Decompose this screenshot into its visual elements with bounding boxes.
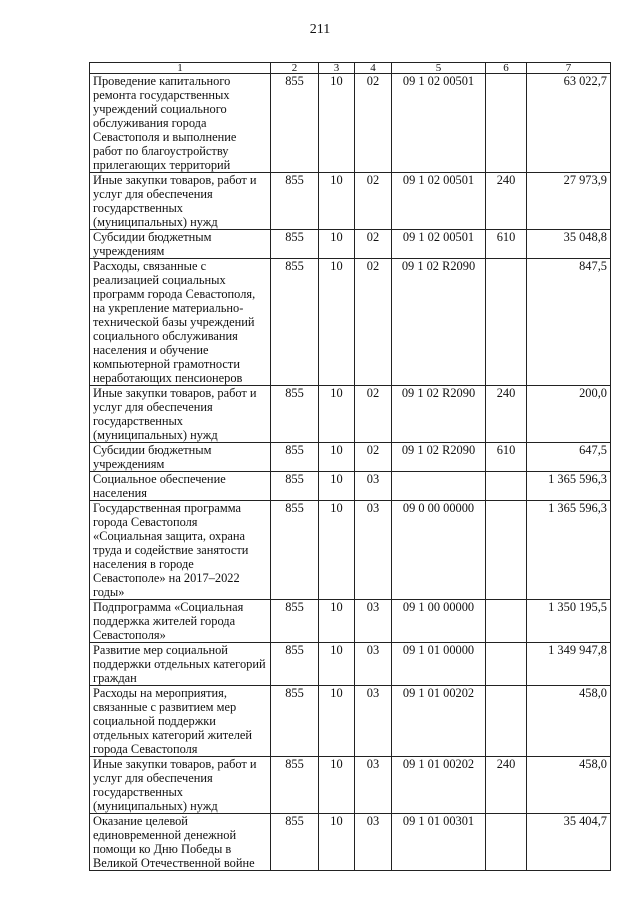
- cell-csr: 09 1 02 R2090: [392, 259, 486, 386]
- budget-table: [89, 62, 611, 871]
- cell-name: Расходы на мероприятия, связанные с развитием мер социальной поддержки отдельных категорий жителей города Севастополя: [90, 686, 271, 757]
- cell-csr: 09 1 01 00301: [392, 814, 486, 871]
- cell-pr: 03: [355, 600, 392, 643]
- cell-vr: 610: [486, 230, 527, 259]
- cell-rz: 10: [319, 443, 355, 472]
- cell-name: Проведение капитального ремонта государственных учреждений социального обслуживания города Севастополя и выполнение работ по благоустройству прилегающих территорий: [90, 74, 271, 173]
- cell-rz: 10: [319, 74, 355, 173]
- cell-name: Социальное обеспечение населения: [90, 472, 271, 501]
- header-col-1: 1: [90, 63, 271, 74]
- cell-csr: 09 1 01 00000: [392, 643, 486, 686]
- cell-sum: 458,0: [527, 757, 611, 814]
- cell-pr: 02: [355, 173, 392, 230]
- cell-sum: 27 973,9: [527, 173, 611, 230]
- cell-gr: 855: [271, 814, 319, 871]
- cell-gr: 855: [271, 643, 319, 686]
- cell-pr: 03: [355, 686, 392, 757]
- cell-pr: 03: [355, 757, 392, 814]
- cell-rz: 10: [319, 472, 355, 501]
- cell-csr: 09 1 02 R2090: [392, 386, 486, 443]
- cell-rz: 10: [319, 386, 355, 443]
- cell-vr: [486, 600, 527, 643]
- cell-pr: 02: [355, 386, 392, 443]
- table-row: [90, 259, 611, 386]
- cell-name: Иные закупки товаров, работ и услуг для обеспечения государственных (муниципальных) нужд: [90, 173, 271, 230]
- cell-vr: 240: [486, 173, 527, 230]
- cell-csr: 09 1 01 00202: [392, 686, 486, 757]
- table-row: [90, 443, 611, 472]
- table-row: [90, 643, 611, 686]
- cell-name: Субсидии бюджетным учреждениям: [90, 443, 271, 472]
- header-col-3: 3: [319, 63, 355, 74]
- cell-vr: 610: [486, 443, 527, 472]
- cell-gr: 855: [271, 472, 319, 501]
- cell-csr: 09 1 02 R2090: [392, 443, 486, 472]
- cell-vr: [486, 74, 527, 173]
- cell-rz: 10: [319, 230, 355, 259]
- cell-gr: 855: [271, 600, 319, 643]
- table-row: [90, 501, 611, 600]
- cell-pr: 03: [355, 501, 392, 600]
- cell-sum: 1 365 596,3: [527, 472, 611, 501]
- cell-gr: 855: [271, 230, 319, 259]
- cell-gr: 855: [271, 259, 319, 386]
- cell-vr: [486, 501, 527, 600]
- cell-csr: 09 1 01 00202: [392, 757, 486, 814]
- table-row: [90, 230, 611, 259]
- cell-vr: [486, 643, 527, 686]
- cell-rz: 10: [319, 757, 355, 814]
- cell-csr: 09 0 00 00000: [392, 501, 486, 600]
- cell-gr: 855: [271, 386, 319, 443]
- cell-name: Развитие мер социальной поддержки отдельных категорий граждан: [90, 643, 271, 686]
- cell-vr: 240: [486, 386, 527, 443]
- cell-sum: 647,5: [527, 443, 611, 472]
- cell-csr: 09 1 00 00000: [392, 600, 486, 643]
- cell-csr: 09 1 02 00501: [392, 74, 486, 173]
- table-row: [90, 74, 611, 173]
- cell-sum: 1 349 947,8: [527, 643, 611, 686]
- cell-name: Субсидии бюджетным учреждениям: [90, 230, 271, 259]
- header-col-7: 7: [527, 63, 611, 74]
- header-col-5: 5: [392, 63, 486, 74]
- cell-rz: 10: [319, 643, 355, 686]
- cell-csr: 09 1 02 00501: [392, 173, 486, 230]
- header-col-2: 2: [271, 63, 319, 74]
- table-row: [90, 386, 611, 443]
- table-row: [90, 472, 611, 501]
- cell-sum: 200,0: [527, 386, 611, 443]
- cell-vr: [486, 259, 527, 386]
- cell-rz: 10: [319, 600, 355, 643]
- header-col-4: 4: [355, 63, 392, 74]
- cell-vr: [486, 814, 527, 871]
- cell-rz: 10: [319, 814, 355, 871]
- cell-name: Государственная программа города Севастополя «Социальная защита, охрана труда и содействие занятости населения в городе Севастополе» на 2017–2022 годы»: [90, 501, 271, 600]
- table-row: [90, 600, 611, 643]
- cell-name: Иные закупки товаров, работ и услуг для обеспечения государственных (муниципальных) нужд: [90, 757, 271, 814]
- table-row: [90, 686, 611, 757]
- cell-gr: 855: [271, 686, 319, 757]
- header-col-6: 6: [486, 63, 527, 74]
- cell-csr: 09 1 02 00501: [392, 230, 486, 259]
- cell-gr: 855: [271, 501, 319, 600]
- cell-name: Иные закупки товаров, работ и услуг для обеспечения государственных (муниципальных) нужд: [90, 386, 271, 443]
- cell-name: Оказание целевой единовременной денежной помощи ко Дню Победы в Великой Отечественной войне: [90, 814, 271, 871]
- cell-sum: 35 404,7: [527, 814, 611, 871]
- cell-pr: 03: [355, 814, 392, 871]
- cell-gr: 855: [271, 443, 319, 472]
- table-header-row: [90, 63, 611, 74]
- cell-pr: 03: [355, 643, 392, 686]
- cell-pr: 02: [355, 230, 392, 259]
- cell-gr: 855: [271, 757, 319, 814]
- table-row: [90, 757, 611, 814]
- cell-sum: 847,5: [527, 259, 611, 386]
- cell-vr: 240: [486, 757, 527, 814]
- cell-sum: 1 365 596,3: [527, 501, 611, 600]
- page-number: 211: [309, 22, 331, 37]
- cell-pr: 03: [355, 472, 392, 501]
- cell-sum: 458,0: [527, 686, 611, 757]
- cell-rz: 10: [319, 501, 355, 600]
- cell-rz: 10: [319, 686, 355, 757]
- cell-vr: [486, 472, 527, 501]
- cell-sum: 35 048,8: [527, 230, 611, 259]
- cell-name: Подпрограмма «Социальная поддержка жителей города Севастополя»: [90, 600, 271, 643]
- cell-rz: 10: [319, 259, 355, 386]
- table-row: [90, 814, 611, 871]
- cell-sum: 1 350 195,5: [527, 600, 611, 643]
- table-row: [90, 173, 611, 230]
- cell-gr: 855: [271, 173, 319, 230]
- cell-pr: 02: [355, 259, 392, 386]
- cell-pr: 02: [355, 443, 392, 472]
- cell-vr: [486, 686, 527, 757]
- cell-gr: 855: [271, 74, 319, 173]
- cell-rz: 10: [319, 173, 355, 230]
- cell-sum: 63 022,7: [527, 74, 611, 173]
- cell-csr: [392, 472, 486, 501]
- cell-pr: 02: [355, 74, 392, 173]
- cell-name: Расходы, связанные с реализацией социальных программ города Севастополя, на укрепление материально-технической базы учреждений социального обслуживания населения и обучение компьютерной грамотности неработающих пенсионеров: [90, 259, 271, 386]
